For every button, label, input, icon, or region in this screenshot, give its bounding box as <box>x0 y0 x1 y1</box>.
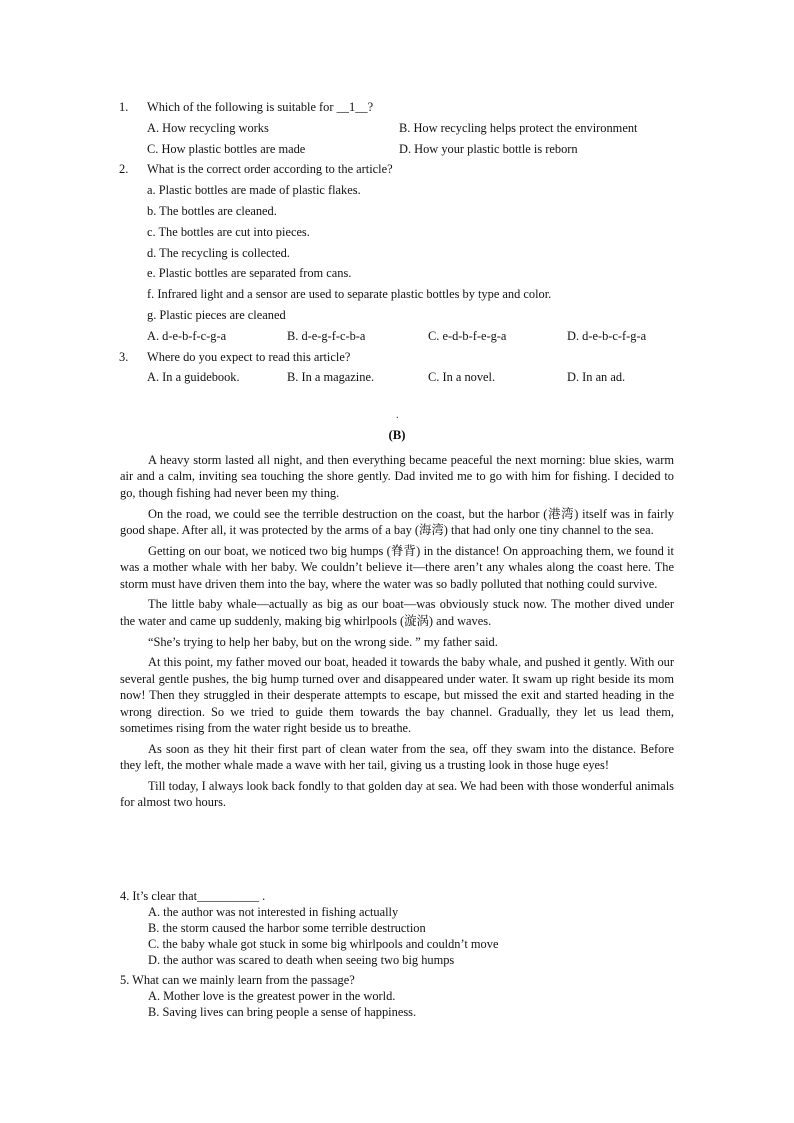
option-b: B. Saving lives can bring people a sense of happiness. <box>148 1005 417 1019</box>
paragraph: On the road, we could see the terrible destruction on the coast, but the harbor (港湾) itself was in fairly good shape. After all, it was protected by the arms of a bay (海湾) that had only one tiny channel to the sea. <box>120 506 674 538</box>
step-item: g. Plastic pieces are cleaned <box>147 307 286 322</box>
paragraph: The little baby whale—actually as big as our boat—was obviously stuck now. The mother dived under the water and came up suddenly, making big whirlpools (漩涡) and waves. <box>120 597 674 628</box>
option-d: D. the author was scared to death when seeing two big humps <box>148 953 455 967</box>
option-d: D. How your plastic bottle is reborn <box>399 141 578 156</box>
question-number: 2. <box>119 162 129 177</box>
question-stem: Which of the following is suitable for __1__? <box>147 100 374 114</box>
list-item <box>119 284 679 305</box>
option-row <box>119 118 679 139</box>
question-5-stem: 5. What can we mainly learn from the passage? <box>120 973 355 987</box>
list-item <box>119 263 679 284</box>
option-row <box>119 367 679 388</box>
list-item <box>119 180 679 201</box>
option-b: B. d-e-g-f-c-b-a <box>287 328 366 343</box>
step-item: b. The bottles are cleaned. <box>147 203 277 218</box>
option-c: C. the baby whale got stuck in some big whirlpools and couldn’t move <box>148 937 499 951</box>
question-number: 3. <box>119 349 129 364</box>
question-number: 1. <box>119 100 129 114</box>
question-stem: Where do you expect to read this article? <box>147 349 351 364</box>
option-a: A. the author was not interested in fishing actually <box>148 905 399 919</box>
option-b: B. In a magazine. <box>287 370 375 385</box>
paragraph: Getting on our boat, we noticed two big humps (脊背) in the distance! On approaching them, we found it was a mother whale with her baby. We couldn’t believe it—there aren’t any whales along the coast here. The storm must have driven them into the bay, where the water was so badly polluted that nothing could survive. <box>120 543 674 591</box>
option-c: C. In a novel. <box>428 370 496 385</box>
question-2 <box>119 159 679 180</box>
option-c: C. How plastic bottles are made <box>147 141 306 156</box>
question-3 <box>119 347 679 368</box>
option-row <box>119 139 679 160</box>
step-item: e. Plastic bottles are separated from cans. <box>147 266 352 281</box>
paragraph: A heavy storm lasted all night, and then everything became peaceful the next morning: blue skies, warm air and a calm, inviting sea touching the shore gently. Dad invited me to go with him for fishing. I decided to go, though fishing had never been my thing. <box>120 453 674 500</box>
option-a: A. Mother love is the greatest power in the world. <box>148 989 396 1003</box>
question-stem: What is the correct order according to the article? <box>147 162 393 177</box>
option-row <box>119 326 679 347</box>
paragraph: “She’s trying to help her baby, but on the wrong side. ” my father said. <box>148 634 498 649</box>
question-4-stem: 4. It’s clear that__________ . <box>120 889 266 903</box>
question-1 <box>119 97 679 118</box>
list-item <box>119 222 679 243</box>
option-b: B. the storm caused the harbor some terrible destruction <box>148 921 426 935</box>
step-item: d. The recycling is collected. <box>147 245 290 260</box>
section-title: (B) <box>388 428 406 442</box>
option-d: D. d-e-b-c-f-g-a <box>567 328 647 343</box>
option-a: A. d-e-b-f-c-g-a <box>147 328 227 343</box>
questions-part-a <box>119 97 679 388</box>
paragraph: As soon as they hit their first part of clean water from the sea, off they swam into the distance. Before they left, the mother whale made a wave with her tail, giving us a trusting look in those huge eyes! <box>120 741 674 773</box>
list-item <box>119 305 679 326</box>
option-a: A. How recycling works <box>147 120 269 135</box>
separator-dot: . <box>396 410 399 421</box>
option-d: D. In an ad. <box>567 370 626 385</box>
step-item: f. Infrared light and a sensor are used to separate plastic bottles by type and color. <box>147 287 552 302</box>
option-a: A. In a guidebook. <box>147 370 240 385</box>
step-item: c. The bottles are cut into pieces. <box>147 224 310 239</box>
questions-part-b <box>120 888 680 1020</box>
list-item <box>119 243 679 264</box>
paragraph: At this point, my father moved our boat, headed it towards the baby whale, and pushed it gently. With our several gentle pushes, the big hump turned over and disappeared under water. It swam up right beside its mom now! Then they struggled in their desperate attempts to escape, but missed the exit and started heading in the wrong direction. So we tried to guide them towards the bay channel. Gradually, they let us lead them, sometimes rising from the water right beside us to breathe. <box>120 655 674 736</box>
list-item <box>119 201 679 222</box>
paragraph: Till today, I always look back fondly to that golden day at sea. We had been with those wonderful animals for almost two hours. <box>120 779 674 810</box>
reading-passage <box>120 452 674 815</box>
option-b: B. How recycling helps protect the environment <box>399 120 638 135</box>
step-item: a. Plastic bottles are made of plastic flakes. <box>147 183 361 198</box>
option-c: C. e-d-b-f-e-g-a <box>428 328 507 343</box>
